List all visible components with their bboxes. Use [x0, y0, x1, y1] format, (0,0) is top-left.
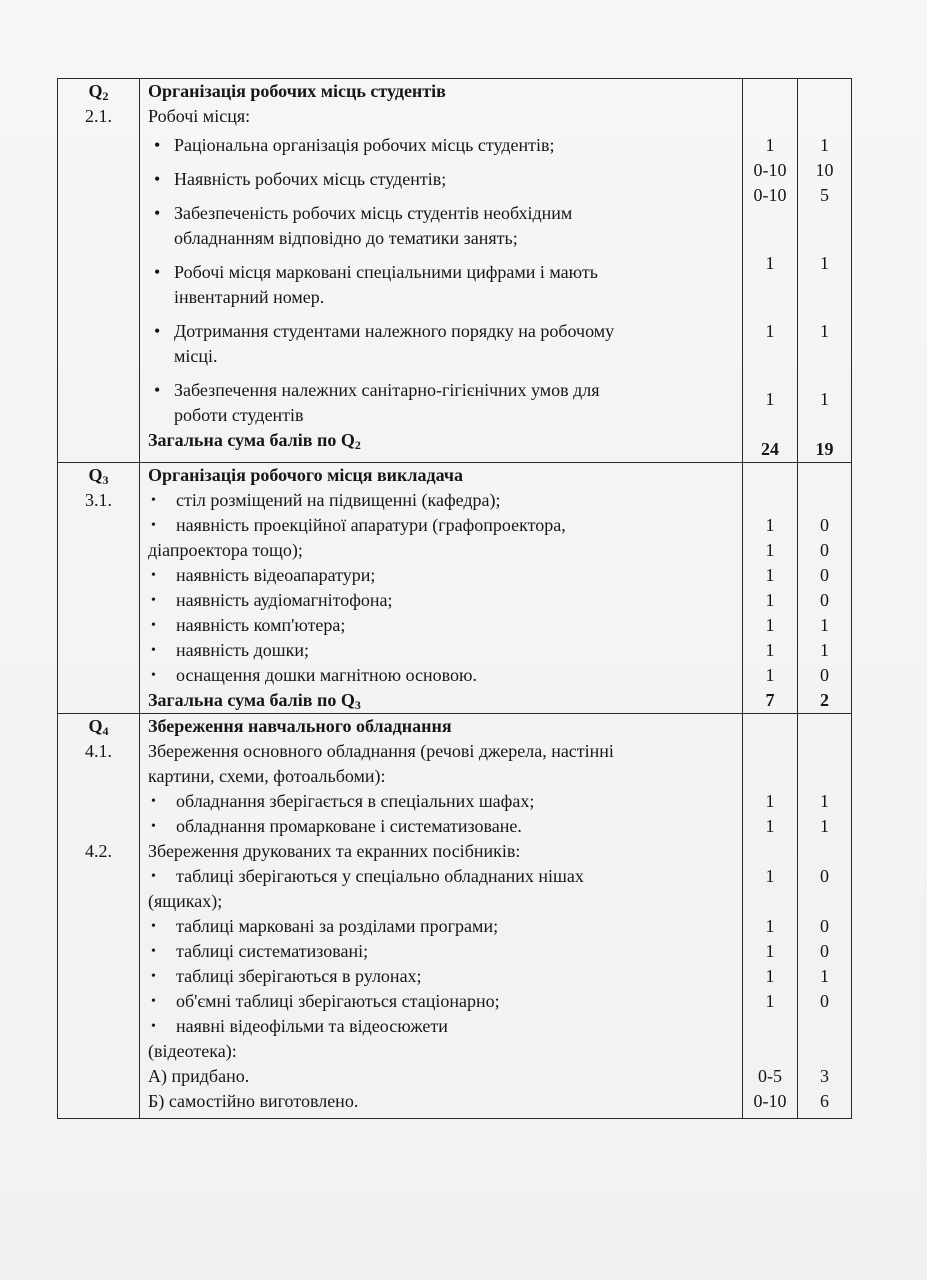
q2-item: • Дотримання студентами належного порядку на робочому	[148, 319, 742, 344]
q2-max: 1	[765, 389, 775, 409]
q2-item: • Робочі місця марковані спеціальними цифрами і мають	[148, 260, 742, 285]
q3-item: • наявність відеоапаратури;	[148, 563, 742, 588]
evaluation-table	[57, 78, 852, 1119]
q4-score: 1	[820, 966, 829, 986]
q4-max: 1	[765, 791, 775, 811]
q4-score: 1	[820, 791, 829, 811]
q4-item: • таблиці зберігаються у спеціально обладнаних нішах	[148, 864, 742, 889]
q2-total-score: 19	[815, 439, 834, 459]
q3-item-cont: діапроектора тощо);	[148, 540, 303, 560]
q2-score: 1	[820, 253, 829, 273]
q3-score: 0	[820, 565, 829, 585]
q3-item: • наявність дошки;	[148, 638, 742, 663]
q4-score-cell	[798, 714, 852, 1119]
q4-max: 1	[765, 991, 775, 1011]
q3-title: Організація робочого місця викладача	[148, 465, 464, 485]
q2-total-label: Загальна сума балів по $Q_2$	[148, 430, 361, 452]
section-q4	[58, 714, 852, 1119]
section-q2	[58, 79, 852, 463]
q2-title: Організація робочих місць студентів	[148, 81, 446, 101]
q3-score-cell	[798, 463, 852, 714]
q4-score: 3	[820, 1066, 829, 1086]
q2-total-max: 24	[761, 439, 779, 459]
q4-max: 1	[765, 866, 775, 886]
q2-item: • Раціональна організація робочих місць студентів;	[148, 133, 742, 158]
q2-item: • Забезпеченість робочих місць студентів необхідним	[148, 201, 742, 226]
q2-max: 1	[765, 321, 775, 341]
q4-item: • таблиці зберігаються в рулонах;	[148, 964, 742, 989]
q3-item: • оснащення дошки магнітною основою.	[148, 663, 742, 688]
q4-item-cont: (ящиках);	[148, 891, 223, 911]
section-q3	[58, 463, 852, 714]
q2-max: 0-10	[753, 160, 787, 180]
q3-total-label: Загальна сума балів по $Q_3$	[148, 690, 361, 712]
q2-score-cell	[798, 79, 852, 463]
q4-max: 1	[765, 941, 775, 961]
q3-score: 0	[820, 665, 829, 685]
q3-max: 1	[765, 640, 775, 660]
q2-score: 5	[820, 185, 829, 205]
q2-max-cell	[743, 79, 798, 463]
q2-item: • Наявність робочих місць студентів;	[148, 167, 742, 192]
q3-number: 3.1.	[85, 490, 112, 510]
q2-max: 1	[765, 253, 775, 273]
q4-max: 1	[765, 816, 775, 836]
q4-sub-item: Б) самостійно виготовлено.	[148, 1091, 359, 1111]
q4-subtitle-2: Збереження друкованих та екранних посібників:	[148, 841, 521, 861]
q4-sub-item: А) придбано.	[148, 1066, 250, 1086]
q4-max: 1	[765, 916, 775, 936]
q2-item-cont: місці.	[174, 346, 218, 366]
q3-code-cell	[58, 463, 140, 714]
q4-item: • обладнання зберігається в спеціальних шафах;	[148, 789, 742, 814]
q4-item: • об'ємні таблиці зберігаються стаціонарно;	[148, 989, 742, 1014]
q2-item: • Забезпечення належних санітарно-гігієнічних умов для	[148, 378, 742, 403]
q2-max: 1	[765, 135, 775, 155]
q3-item: • наявність комп'ютера;	[148, 613, 742, 638]
q4-score: 0	[820, 941, 829, 961]
q3-max: 1	[765, 665, 775, 685]
q4-item: • таблиці марковані за розділами програми;	[148, 914, 742, 939]
q4-item: • таблиці систематизовані;	[148, 939, 742, 964]
q3-score: 1	[820, 640, 829, 660]
q4-title: Збереження навчального обладнання	[148, 716, 452, 736]
q3-max: 1	[765, 565, 775, 585]
q3-score: 1	[820, 615, 829, 635]
q4-item-cont: (відеотека):	[148, 1041, 237, 1061]
q2-item-cont: інвентарний номер.	[174, 287, 325, 307]
q3-score: 0	[820, 515, 829, 535]
q2-score: 10	[815, 160, 834, 180]
q3-score: 0	[820, 540, 829, 560]
q4-score: 1	[820, 816, 829, 836]
q2-subtitle: Робочі місця:	[148, 106, 251, 126]
q4-code-cell	[58, 714, 140, 1119]
q4-score: 0	[820, 866, 829, 886]
q4-number-2: 4.2.	[85, 841, 112, 861]
q4-score: 0	[820, 916, 829, 936]
q2-item-cont: обладнанням відповідно до тематики занять;	[174, 228, 518, 248]
q4-number-1: 4.1.	[85, 741, 112, 761]
q2-item-cont: роботи студентів	[174, 405, 304, 425]
q4-max: 0-5	[758, 1066, 782, 1086]
q2-code: $Q_2$	[88, 81, 109, 103]
q4-item: • наявні відеофільми та відеосюжети	[148, 1014, 742, 1039]
q3-max: 1	[765, 590, 775, 610]
q2-code-cell	[58, 79, 140, 463]
q2-number: 2.1.	[85, 106, 112, 126]
q4-max-cell	[743, 714, 798, 1119]
q3-content-cell	[140, 463, 743, 714]
q4-content-cell	[140, 714, 743, 1119]
q3-max: 1	[765, 515, 775, 535]
q2-score: 1	[820, 321, 829, 341]
q4-item: • обладнання промарковане і систематизоване.	[148, 814, 742, 839]
q3-code: $Q_3$	[88, 465, 109, 487]
q4-score: 0	[820, 991, 829, 1011]
q3-total-score: 2	[820, 690, 829, 710]
q3-max: 1	[765, 540, 775, 560]
q2-max: 0-10	[753, 185, 787, 205]
q4-max: 0-10	[753, 1091, 787, 1111]
q2-content-cell	[140, 79, 743, 463]
q2-score: 1	[820, 389, 829, 409]
q3-max: 1	[765, 615, 775, 635]
q3-item: • наявність аудіомагнітофона;	[148, 588, 742, 613]
q2-score: 1	[820, 135, 829, 155]
q3-total-max: 7	[765, 690, 775, 710]
q3-max-cell	[743, 463, 798, 714]
q3-item: • наявність проекційної апаратури (графопроектора,	[148, 513, 742, 538]
q4-code: $Q_4$	[88, 716, 109, 738]
q4-score: 6	[820, 1091, 829, 1111]
q3-score: 0	[820, 590, 829, 610]
q4-max: 1	[765, 966, 775, 986]
q4-subtitle-1: Збереження основного обладнання (речові джерела, настінні	[148, 741, 614, 761]
q4-subtitle-1-cont: картини, схеми, фотоальбоми):	[148, 766, 386, 786]
q3-item: • стіл розміщений на підвищенні (кафедра);	[148, 488, 742, 513]
